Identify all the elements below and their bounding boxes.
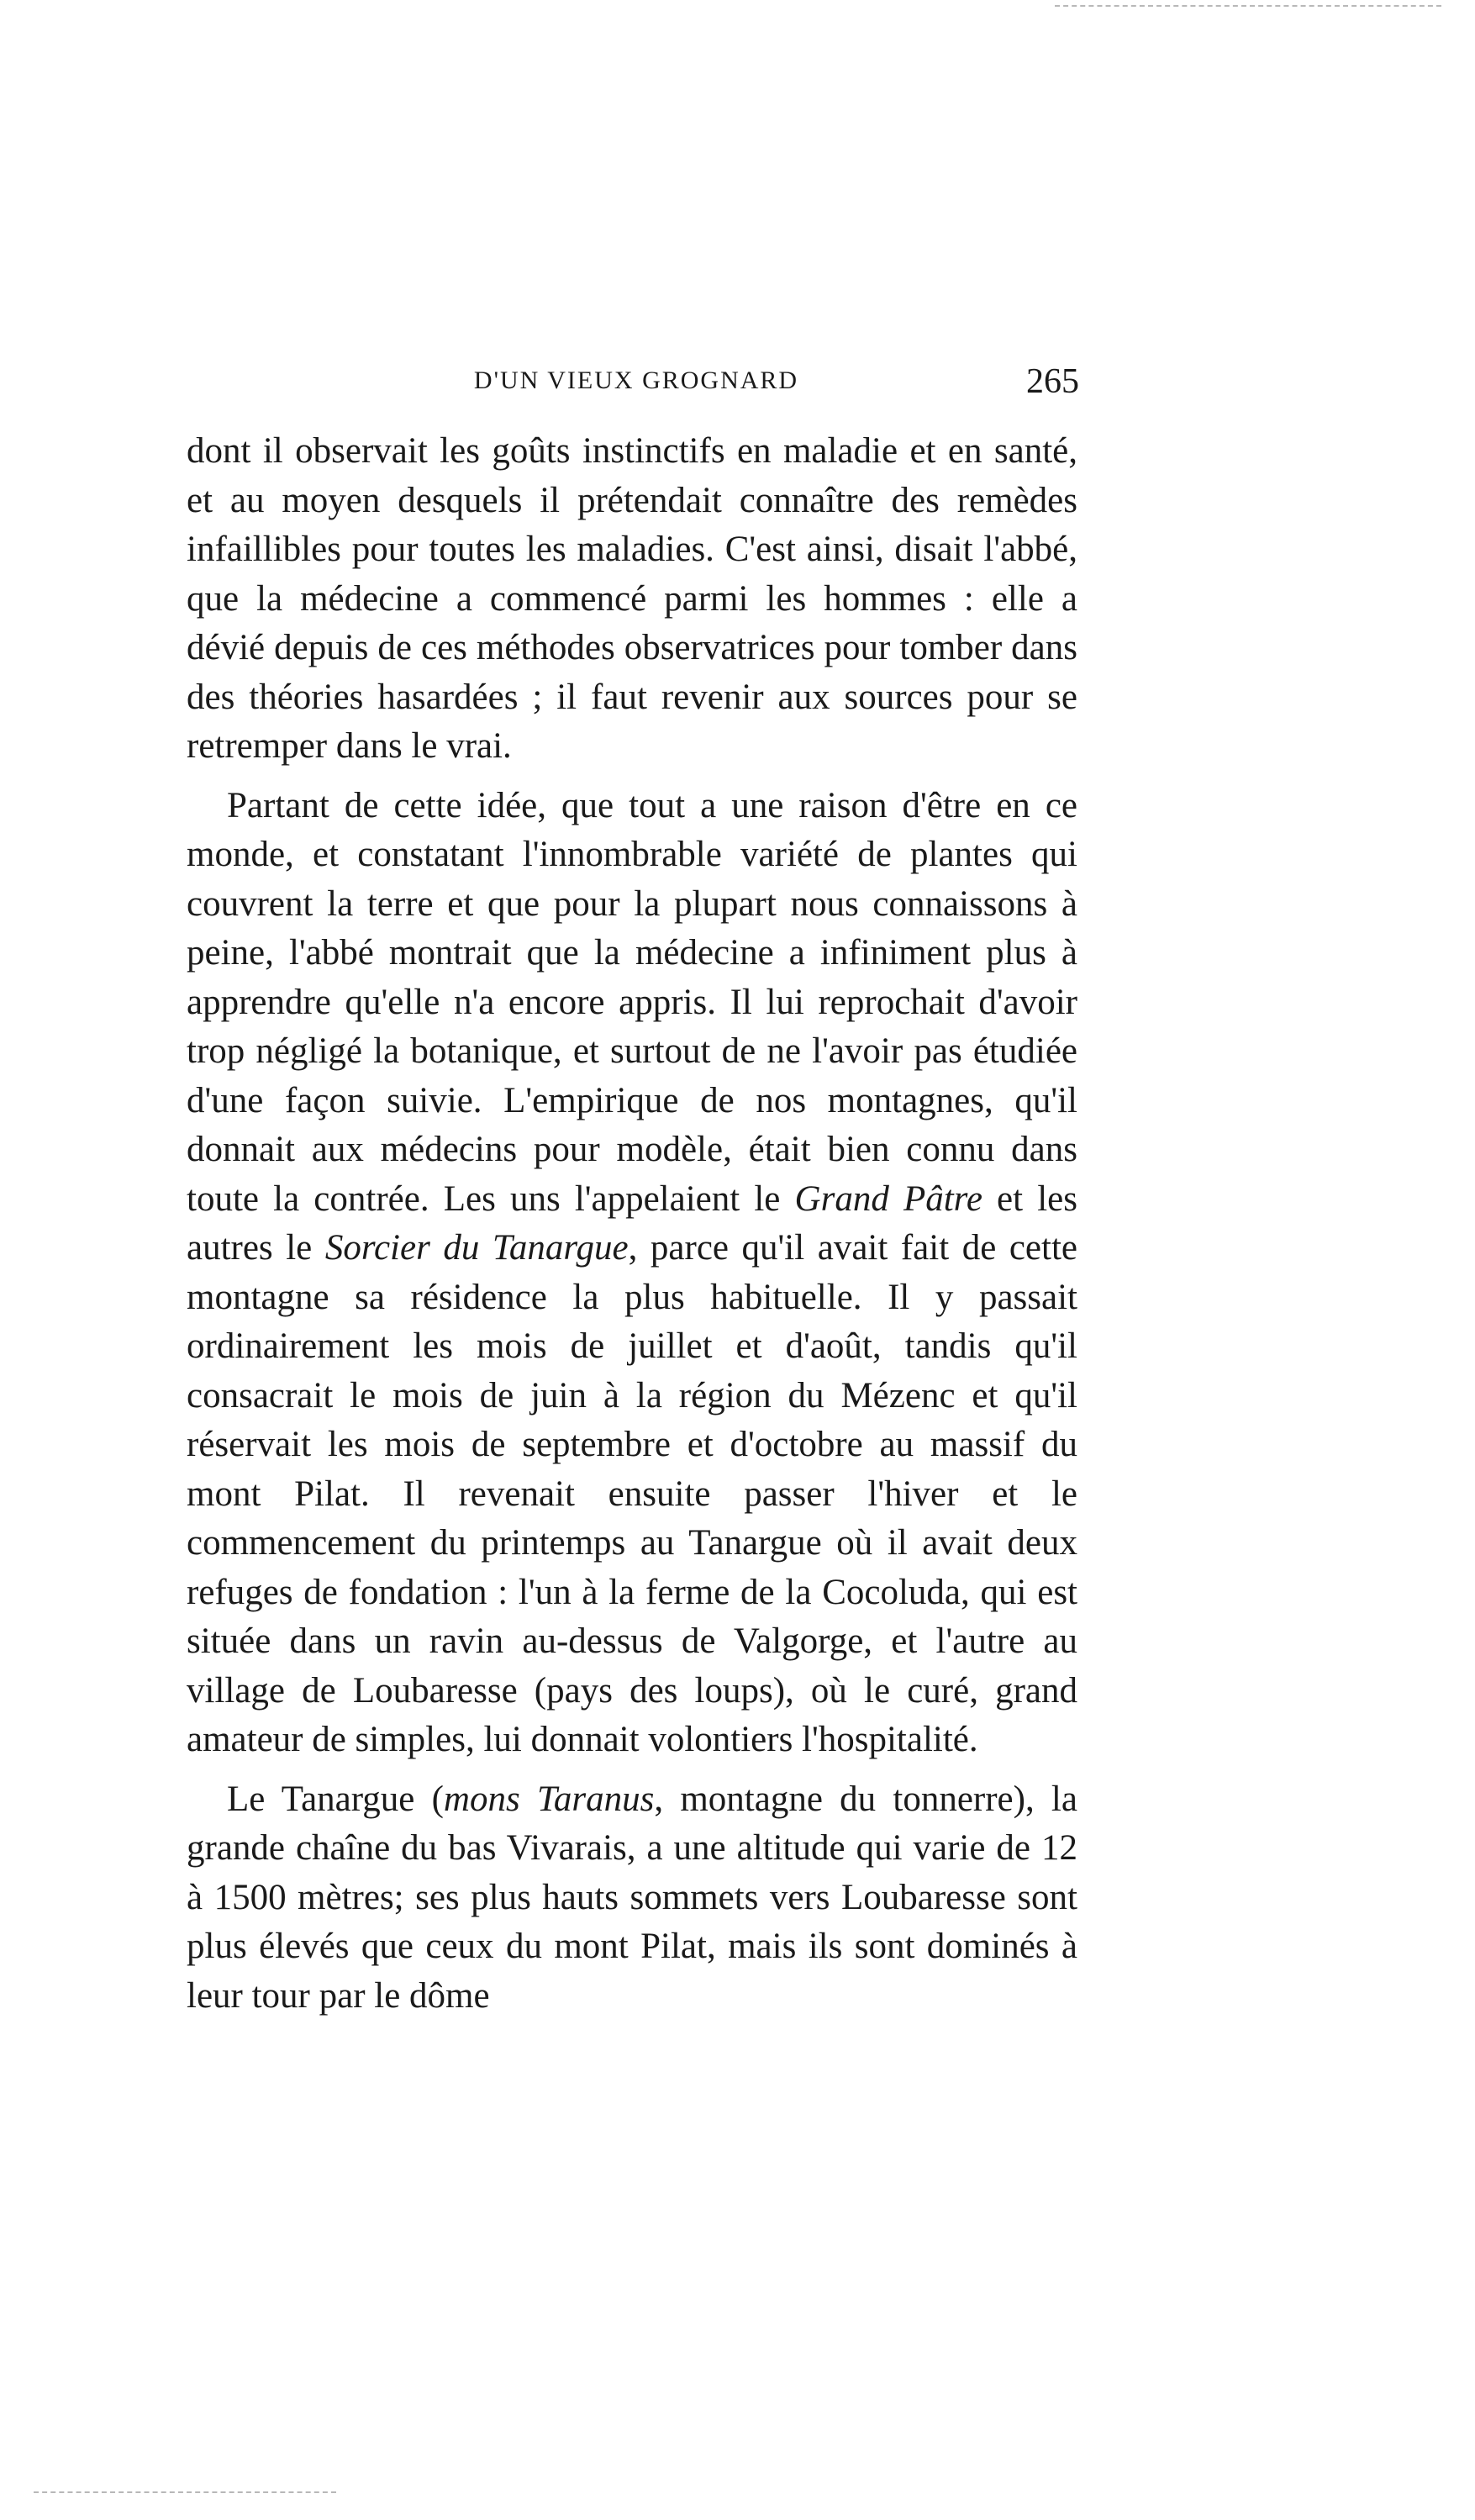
paragraph-1: [187, 427, 1077, 772]
text-span: Partant de cette idée, que tout a une raison d'être en ce monde, et constatant l'innombrable variété de plantes qui couvrent la terre et que pour la plupart nous connaissons à peine, l'abbé montrait que la médecine a infiniment plus à apprendre qu'elle n'a encore appris. Il lui reprochait d'avoir trop négligé la botanique, et surtout de ne l'avoir pas étudiée d'une façon suivie. L'empirique de nos montagnes, qu'il donnait aux médecins pour modèle, était bien connu dans toute la contrée. Les uns l'appelaient le: [187, 785, 1077, 1219]
text-span: et les autres le: [187, 1178, 1077, 1268]
running-head: D'UN VIEUX GROGNARD: [473, 366, 799, 394]
text-span: , parce qu'il avait fait de cette montagne sa résidence la plus habituelle. Il y passait ordinairement les mois de juillet et d'août, tandis qu'il consacrait le mois de juin à la région du Mézenc et qu'il réservait les mois de septembre et d'octobre au massif du mont Pilat. Il revenait ensuite passer l'hiver et le commencement du printemps au Tanargue où il avait deux refuges de fondation : l'un à la ferme de la Cocoluda, qui est située dans un ravin au-dessus de Valgorge, et l'autre au village de Loubaresse (pays des loups), où le curé, grand amateur de simples, lui donnait volontiers l'hospitalité.: [187, 1228, 1077, 1759]
text-span: Le Tanargue (: [227, 1779, 444, 1819]
text-span: , montagne du tonnerre), la grande chaîne du bas Vivarais, a une altitude qui varie de 12 à 1500 mètres; ses plus hauts sommets vers Loubaresse sont plus élevés que ceux du mont Pilat, mais ils sont dominés à leur tour par le dôme: [187, 1779, 1077, 2016]
italic-latin-mons-taranus: mons Taranus: [443, 1779, 655, 1819]
italic-title-sorcier-du-tanargue: Sorcier du Tanargue: [324, 1228, 629, 1268]
scan-edge-marks-top: [1055, 5, 1441, 10]
body-text: [187, 427, 1077, 2021]
text-span: dont il observait les goûts instinctifs en maladie et en santé, et au moyen desquels il prétendait connaître des remèdes infaillibles pour toutes les maladies. C'est ainsi, disait l'abbé, que la médecine a commencé parmi les hommes : elle a dévié depuis de ces méthodes observatrices pour tomber dans des théories hasardées ; il faut revenir aux sources pour se retremper dans le vrai.: [187, 431, 1077, 766]
page-number: 265: [1026, 362, 1079, 401]
paragraph-2: [187, 782, 1077, 1765]
italic-title-grand-patre: Grand Pâtre: [794, 1178, 982, 1219]
page-header: [187, 361, 1086, 412]
paragraph-3: [187, 1775, 1077, 2022]
scan-edge-marks-bottom: [34, 2491, 336, 2496]
